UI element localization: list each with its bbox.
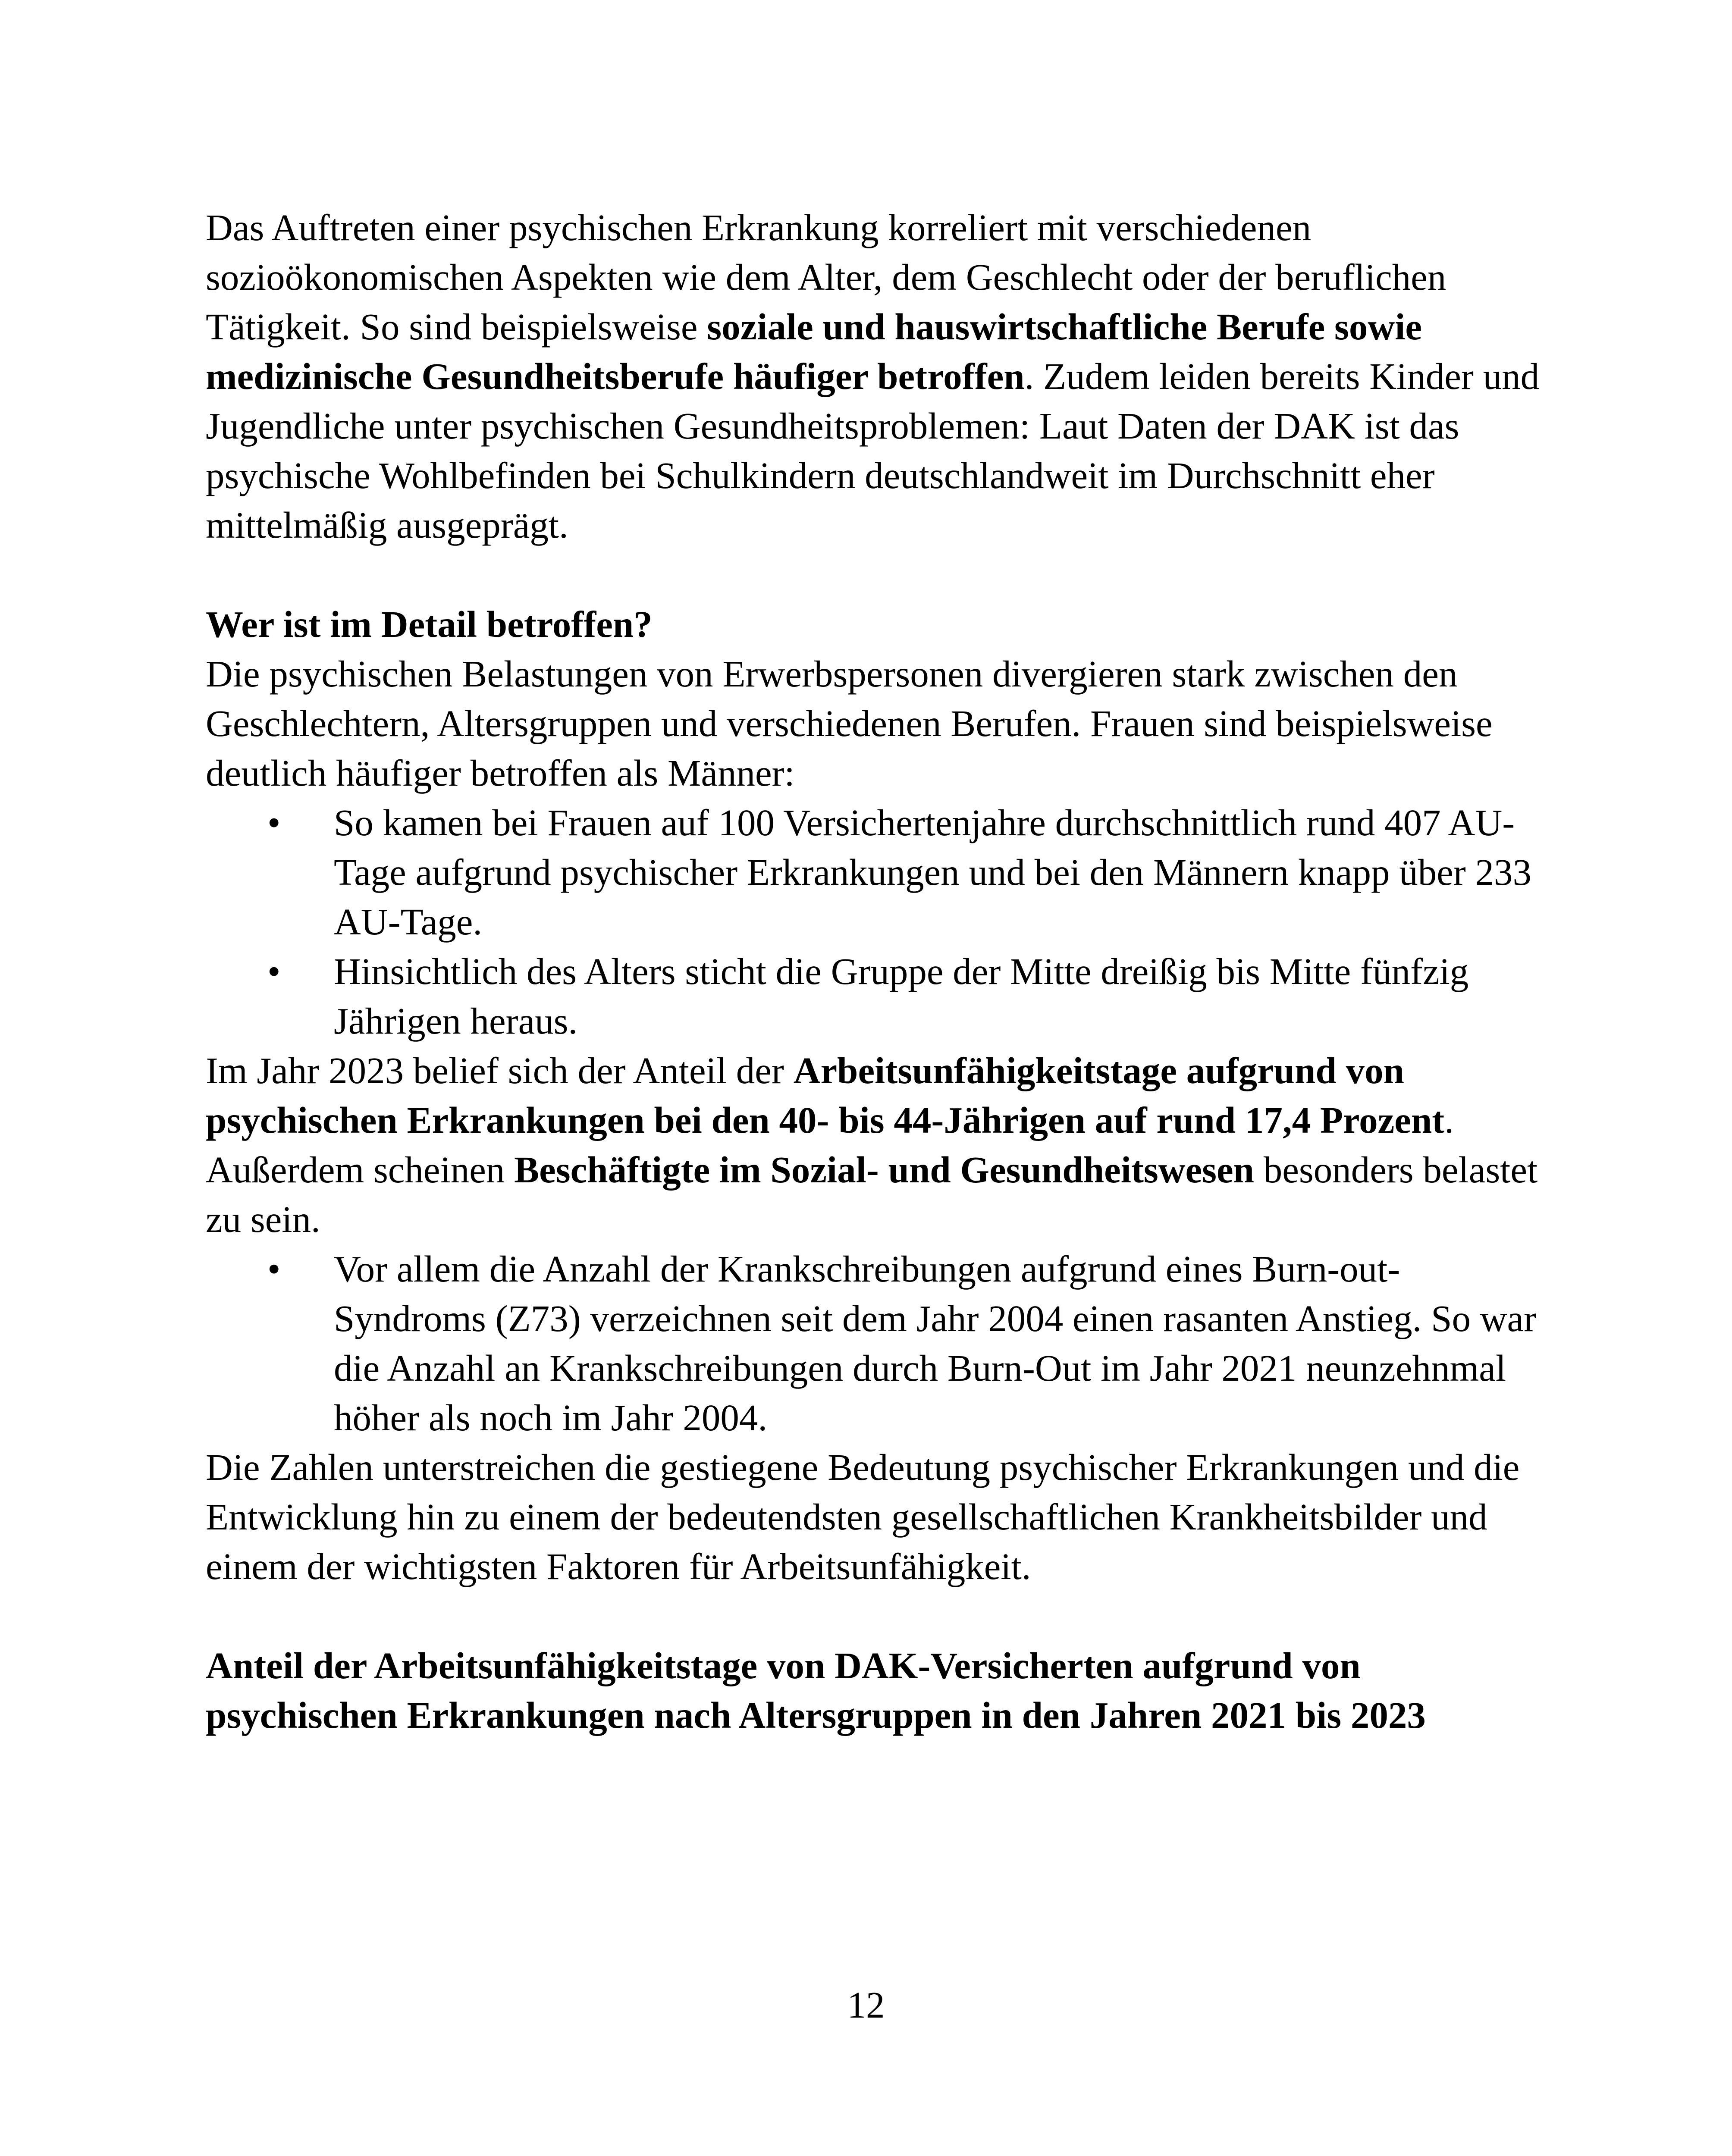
bullet-icon: • [267, 802, 281, 843]
text-span: besonders belastet zu sein. [206, 1149, 1538, 1240]
paragraph-conclusion: Die Zahlen unterstreichen die gestiegene Bedeutung psychischer Erkrankungen und die Entwicklung hin zu einem der bedeutendsten gesellschaftlichen Krankheitsbilder und einem der wichtigsten Faktoren für Arbeitsunfähigkeit. [206, 1446, 1520, 1587]
figure-heading-text: Anteil der Arbeitsunfähigkeitstage von DAK-Versicherten aufgrund von psychischen Erkrankungen nach Altersgruppen in den Jahren 2021 bis 2023 [206, 1645, 1426, 1736]
bullet-icon: • [267, 1248, 281, 1290]
list-item [206, 946, 1543, 1046]
text-span: . Außerdem scheinen [206, 1099, 1454, 1191]
bold-text: Arbeitsunfähigkeitstage aufgrund von psychischen Erkrankungen bei den 40- bis 44-Jährigen auf rund 17,4 Prozent [206, 1050, 1445, 1141]
bold-text: soziale und hauswirtschaftliche Berufe sowie medizinische Gesundheitsberufe häufiger betroffen [206, 306, 1422, 397]
list-item [206, 1244, 1543, 1442]
bullet-list-gender-age [206, 798, 1543, 1046]
section-heading [206, 599, 1543, 649]
paragraph-gap [206, 1591, 1543, 1641]
section-heading-text: Wer ist im Detail betroffen? [206, 603, 653, 645]
bold-text: Beschäftigte im Sozial- und Gesundheitswesen [514, 1149, 1254, 1191]
text-span: Das Auftreten einer psychischen Erkrankung korreliert mit verschiedenen sozioökonomischen Aspekten wie dem Alter, dem Geschlecht oder der beruflichen Tätigkeit. So sind beispielsweise [206, 207, 1446, 348]
list-item-text: So kamen bei Frauen auf 100 Versichertenjahre durchschnittlich rund 407 AU-Tage aufgrund psychischer Erkrankungen und bei den Männern knapp über 233 AU-Tage. [334, 802, 1532, 943]
figure-heading [206, 1641, 1543, 1740]
list-item-text: Vor allem die Anzahl der Krankschreibungen aufgrund eines Burn-out-Syndroms (Z73) verzeichnen seit dem Jahr 2004 einen rasanten Anstieg. So war die Anzahl an Krankschreibungen durch Burn-Out im Jahr 2021 neunzehnmal höher als noch im Jahr 2004. [334, 1248, 1537, 1438]
paragraph-gap [206, 550, 1543, 599]
paragraph-statistics [206, 1046, 1543, 1244]
paragraph-intro [206, 203, 1543, 550]
text-span: . Zudem leiden bereits Kinder und Jugendliche unter psychischen Gesundheitsproblemen: Laut Daten der DAK ist das psychische Wohlbefinden bei Schulkindern deutschlandweit im Durchschnitt eher mittelmäßig ausgeprägt. [206, 355, 1540, 546]
paragraph-affected: Die psychischen Belastungen von Erwerbspersonen divergieren stark zwischen den Geschlechtern, Altersgruppen und verschiedenen Berufen. Frauen sind beispielsweise deutlich häufiger betroffen als Männer: [206, 653, 1493, 794]
page-content [206, 203, 1543, 1740]
list-item [206, 798, 1543, 946]
bullet-icon: • [267, 950, 281, 992]
bullet-list-burnout [206, 1244, 1543, 1442]
list-item-text: Hinsichtlich des Alters sticht die Gruppe der Mitte dreißig bis Mitte fünfzig Jährigen heraus. [334, 950, 1469, 1042]
text-span: Im Jahr 2023 belief sich der Anteil der [206, 1050, 794, 1091]
page-number: 12 [847, 1984, 885, 2026]
